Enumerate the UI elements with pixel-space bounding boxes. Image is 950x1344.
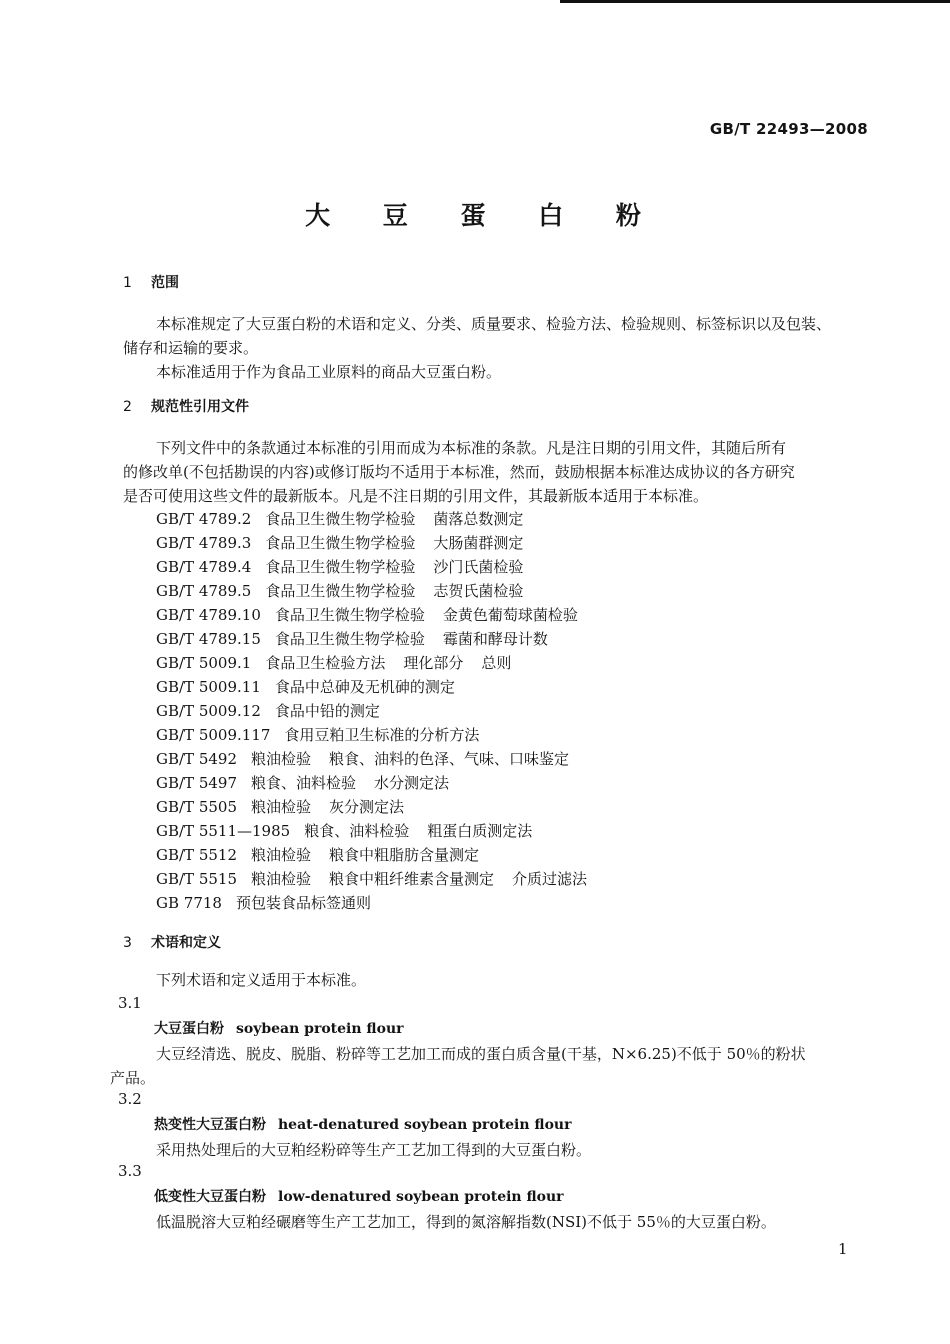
reference-title: 粮食、油料检验 <box>251 774 357 792</box>
subclause-number: 3.2 <box>118 1090 142 1108</box>
term-definition: 采用热处理后的大豆粕经粉碎等生产工艺加工得到的大豆蛋白粉。 <box>156 1141 592 1159</box>
reference-item <box>156 508 523 529</box>
section-number: 2 <box>123 399 132 415</box>
standard-number: GB/T 22493—2008 <box>709 120 868 138</box>
paragraph: 本标准适用于作为食品工业原料的商品大豆蛋白粉。 <box>156 363 502 381</box>
reference-item <box>156 556 523 577</box>
document-title: 大 豆 蛋 白 粉 <box>305 201 663 230</box>
reference-subtitle: 霉菌和酵母计数 <box>442 630 548 648</box>
reference-code: GB/T 4789.5 <box>156 582 252 600</box>
reference-item <box>156 628 548 649</box>
paragraph: 本标准规定了大豆蛋白粉的术语和定义、分类、质量要求、检验方法、检验规则、标签标识以及包装、 <box>156 315 832 333</box>
paragraph: 下列文件中的条款通过本标准的引用而成为本标准的条款。凡是注日期的引用文件，其随后所有 <box>156 439 787 457</box>
reference-code: GB/T 5009.117 <box>156 726 271 744</box>
reference-title: 食品卫生微生物学检验 <box>274 606 425 624</box>
reference-title: 食用豆粕卫生标准的分析方法 <box>284 726 480 744</box>
paragraph: 是否可使用这些文件的最新版本。凡是不注日期的引用文件，其最新版本适用于本标准。 <box>123 487 709 505</box>
section-3-heading <box>123 932 221 952</box>
reference-item <box>156 652 511 673</box>
reference-item <box>156 724 479 745</box>
reference-code: GB/T 5497 <box>156 774 238 792</box>
reference-subtitle: 大肠菌群测定 <box>433 534 524 552</box>
reference-subtitle: 金黄色葡萄球菌检验 <box>442 606 578 624</box>
reference-title: 食品卫生微生物学检验 <box>265 534 416 552</box>
reference-item <box>156 772 449 793</box>
term-english: low-denatured soybean protein flour <box>278 1189 564 1205</box>
reference-title: 粮油检验 <box>251 870 312 888</box>
reference-title: 食品卫生微生物学检验 <box>265 510 416 528</box>
section-number: 3 <box>123 935 132 951</box>
paragraph: 下列术语和定义适用于本标准。 <box>156 971 367 989</box>
term-chinese: 低变性大豆蛋白粉 <box>154 1189 266 1205</box>
reference-code: GB/T 5515 <box>156 870 238 888</box>
reference-subtitle: 理化部分 <box>403 654 464 672</box>
reference-item <box>156 700 380 721</box>
reference-item <box>156 844 479 865</box>
reference-subtitle: 粮食、油料的色泽、气味、口味鉴定 <box>329 750 570 768</box>
term-chinese: 大豆蛋白粉 <box>154 1021 224 1037</box>
reference-code: GB/T 4789.2 <box>156 510 252 528</box>
subclause-number: 3.1 <box>118 994 142 1012</box>
section-title: 规范性引用文件 <box>151 399 249 415</box>
reference-subtitle: 沙门氏菌检验 <box>433 558 524 576</box>
term-heading <box>154 1018 404 1038</box>
section-title: 术语和定义 <box>151 935 221 951</box>
reference-code: GB/T 5009.12 <box>156 702 261 720</box>
reference-subtitle: 粮食中粗脂肪含量测定 <box>329 846 480 864</box>
reference-code: GB/T 4789.4 <box>156 558 252 576</box>
reference-code: GB/T 5009.1 <box>156 654 252 672</box>
reference-item <box>156 892 371 913</box>
reference-item <box>156 868 587 889</box>
reference-code: GB/T 5512 <box>156 846 238 864</box>
reference-title: 食品中总砷及无机砷的测定 <box>274 678 455 696</box>
reference-title: 食品中铅的测定 <box>274 702 380 720</box>
reference-item <box>156 532 523 553</box>
section-1-heading <box>123 272 179 292</box>
term-english: soybean protein flour <box>236 1021 404 1037</box>
reference-title: 食品卫生微生物学检验 <box>265 558 416 576</box>
reference-item <box>156 748 569 769</box>
section-title: 范围 <box>151 275 179 291</box>
reference-title: 粮食、油料检验 <box>304 822 410 840</box>
term-heading <box>154 1186 564 1206</box>
reference-title: 预包装食品标签通则 <box>235 894 371 912</box>
paragraph: 的修改单(不包括勘误的内容)或修订版均不适用于本标准，然而，鼓励根据本标准达成协议的各方研究 <box>123 463 795 481</box>
reference-item <box>156 580 523 601</box>
section-2-heading <box>123 396 249 416</box>
page-number: 1 <box>838 1240 848 1258</box>
term-english: heat-denatured soybean protein flour <box>278 1117 572 1133</box>
reference-item <box>156 820 532 841</box>
term-definition: 低温脱溶大豆粕经碾磨等生产工艺加工，得到的氮溶解指数(NSI)不低于 55％的大豆蛋白粉。 <box>156 1213 776 1231</box>
reference-code: GB 7718 <box>156 894 222 912</box>
section-number: 1 <box>123 275 132 291</box>
reference-title: 粮油检验 <box>251 750 312 768</box>
reference-subtitle: 菌落总数测定 <box>433 510 524 528</box>
term-definition: 产品。 <box>110 1069 156 1087</box>
top-border-line <box>560 0 950 3</box>
reference-code: GB/T 4789.15 <box>156 630 261 648</box>
term-heading <box>154 1114 571 1134</box>
reference-subtitle: 志贺氏菌检验 <box>433 582 524 600</box>
reference-subtitle: 介质过滤法 <box>512 870 588 888</box>
reference-title: 粮油检验 <box>251 798 312 816</box>
reference-subtitle: 水分测定法 <box>374 774 450 792</box>
reference-item <box>156 676 455 697</box>
reference-item <box>156 604 578 625</box>
reference-subtitle: 灰分测定法 <box>329 798 405 816</box>
reference-title: 食品卫生微生物学检验 <box>274 630 425 648</box>
reference-code: GB/T 5492 <box>156 750 238 768</box>
reference-code: GB/T 5511—1985 <box>156 822 291 840</box>
reference-subtitle: 总则 <box>481 654 512 672</box>
term-definition: 大豆经清选、脱皮、脱脂、粉碎等工艺加工而成的蛋白质含量(干基，N×6.25)不低于 50％的粉状 <box>156 1045 806 1063</box>
reference-code: GB/T 5009.11 <box>156 678 261 696</box>
reference-code: GB/T 4789.3 <box>156 534 252 552</box>
paragraph: 储存和运输的要求。 <box>123 339 259 357</box>
reference-code: GB/T 4789.10 <box>156 606 261 624</box>
subclause-number: 3.3 <box>118 1162 142 1180</box>
reference-subtitle: 粮食中粗纤维素含量测定 <box>329 870 495 888</box>
reference-title: 食品卫生微生物学检验 <box>265 582 416 600</box>
reference-item <box>156 796 404 817</box>
reference-subtitle: 粗蛋白质测定法 <box>427 822 533 840</box>
reference-title: 粮油检验 <box>251 846 312 864</box>
reference-title: 食品卫生检验方法 <box>265 654 386 672</box>
reference-code: GB/T 5505 <box>156 798 238 816</box>
term-chinese: 热变性大豆蛋白粉 <box>154 1117 266 1133</box>
